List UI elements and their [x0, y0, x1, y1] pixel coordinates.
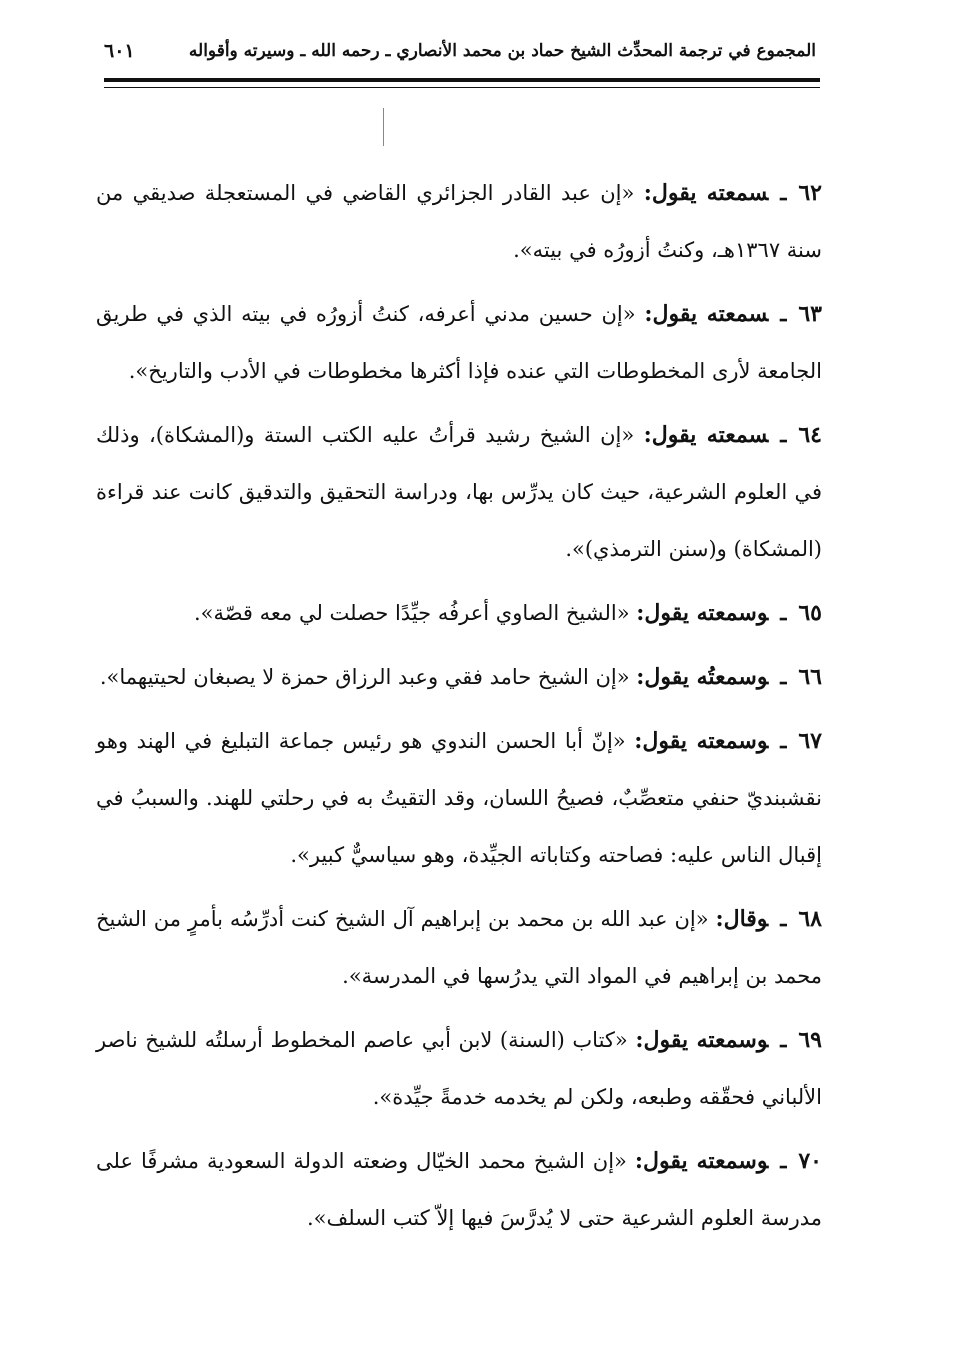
entry-text: «الشيخ الصاوي أعرفُه جيِّدًا حصلت لي معه قصّة». — [193, 601, 630, 625]
entry-dash: ـ — [780, 1148, 787, 1173]
entry-lead: وسمعتُه يقول: — [636, 664, 769, 690]
entry-70 — [96, 1132, 822, 1247]
entry-text: «إن عبد القادر الجزائري القاضي في المستعجلة صديقي من سنة ١٣٦٧هـ، وكنتُ أزورُه في بيته». — [96, 181, 822, 262]
entry-text: «إن عبد الله بن محمد بن إبراهيم آل الشيخ كنت أدرِّسُه بأمرٍ من الشيخ محمد بن إبراهيم في المواد التي يدرُسها في المدرسة». — [96, 907, 822, 988]
entry-dash: ـ — [780, 422, 787, 447]
entry-text: «إن الشيخ حامد فقي وعبد الرزاق حمزة لا يصبغان لحيتيهما». — [99, 665, 630, 689]
header-rule-thick — [104, 78, 820, 82]
entry-dash: ـ — [780, 1027, 787, 1052]
entry-62 — [96, 164, 822, 279]
body-text — [96, 164, 822, 1253]
entry-number: ٦٢ — [798, 180, 822, 206]
entry-lead: سمعته يقول: — [643, 422, 769, 448]
entry-lead: سمعته يقول: — [643, 180, 769, 206]
entry-lead: وسمعته يقول: — [635, 1027, 769, 1053]
entry-dash: ـ — [780, 906, 787, 931]
page-number: ٦٠١ — [104, 40, 135, 62]
entry-dash: ـ — [780, 301, 787, 326]
entry-lead: وسمعته يقول: — [634, 728, 769, 754]
entry-number: ٦٣ — [798, 301, 822, 327]
entry-number: ٦٤ — [798, 422, 822, 448]
entry-dash: ـ — [780, 180, 787, 205]
entry-text: «إن الشيخ رشيد قرأتُ عليه الكتب الستة و(المشكاة)، وذلك في العلوم الشرعية، حيث كان يدرِّس بها، ودراسة التحقيق والتدقيق كانت عند قراءة (المشكاة) و(سنن الترمذي)». — [96, 423, 822, 561]
entry-63 — [96, 285, 822, 400]
entry-lead: وسمعته يقول: — [636, 600, 769, 626]
entry-65 — [96, 584, 822, 642]
entry-number: ٦٥ — [798, 600, 822, 626]
entry-text: «كتاب (السنة) لابن أبي عاصم المخطوط أرسلتُه للشيخ ناصر الألباني فحقّقه وطبعه، ولكن لم يخدمه خدمةً جيِّدة». — [96, 1028, 822, 1109]
entry-text: «إن الشيخ محمد الخيّال وضعته الدولة السعودية مشرفًا على مدرسة العلوم الشرعية حتى لا يُدرَّسَ فيها إلاّ كتب السلف». — [96, 1149, 822, 1230]
entry-lead: وقال: — [715, 906, 769, 932]
entry-67 — [96, 712, 822, 884]
entry-dash: ـ — [780, 664, 787, 689]
scan-artifact-mark — [383, 108, 384, 146]
header-rule-thin — [104, 87, 820, 88]
entry-lead: وسمعته يقول: — [634, 1148, 769, 1174]
entry-64 — [96, 406, 822, 578]
entry-68 — [96, 890, 822, 1005]
header-title: المجموع في ترجمة المحدِّث الشيخ حماد بن محمد الأنصاري ـ رحمه الله ـ وسيرته وأقواله — [188, 41, 816, 61]
entry-69 — [96, 1011, 822, 1126]
entry-number: ٦٨ — [798, 906, 822, 932]
entry-text: «إنّ أبا الحسن الندوي هو رئيس جماعة التبليغ في الهند وهو نقشبنديّ حنفي متعصِّبٌ، فصيحُ اللسان، وقد التقيتُ به في رحلتي للهند. والسببُ في إقبال الناس عليه: فصاحته وكتاباته الجيِّدة، وهو سياسيٌّ كبير». — [96, 729, 822, 867]
entry-number: ٦٦ — [798, 664, 822, 690]
entry-number: ٦٧ — [798, 728, 822, 754]
entry-dash: ـ — [780, 728, 787, 753]
entry-66 — [96, 648, 822, 706]
entry-text: «إن حسين مدني أعرفه، كنتُ أزورُه في بيته الذي في طريق الجامعة لأرى المخطوطات التي عنده فإذا أكثرها مخطوطات في الأدب والتاريخ». — [96, 302, 822, 383]
entry-number: ٧٠ — [798, 1148, 822, 1174]
running-header — [104, 36, 816, 66]
entry-lead: سمعته يقول: — [644, 301, 769, 327]
entry-dash: ـ — [780, 600, 787, 625]
entry-number: ٦٩ — [798, 1027, 822, 1053]
